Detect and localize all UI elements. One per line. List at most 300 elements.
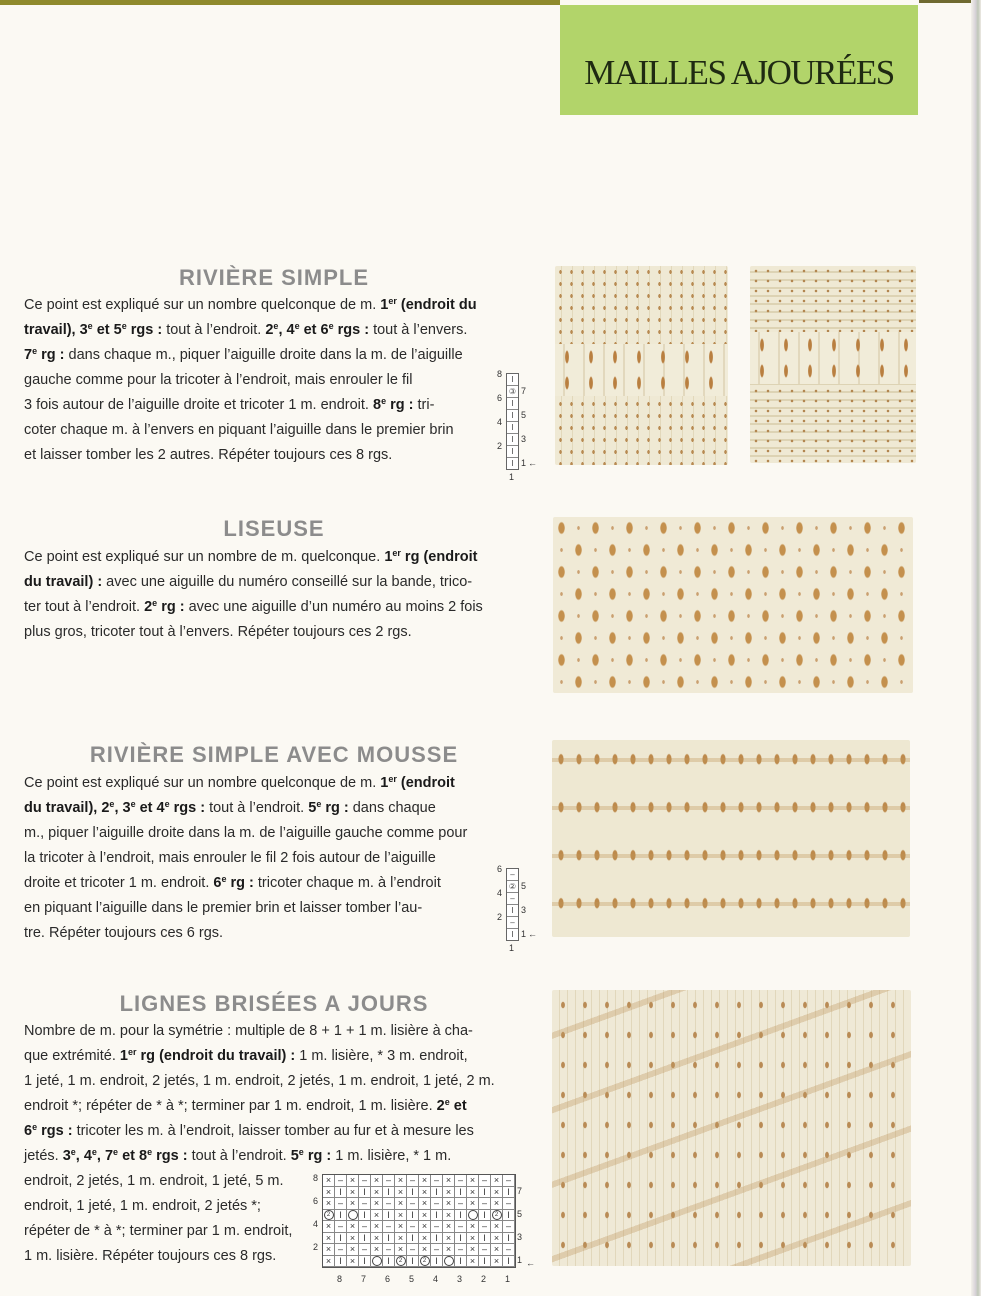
- swatch-photo-liseuse: [553, 517, 913, 693]
- chart-cell: I: [359, 1256, 371, 1268]
- body-text-line: [24, 849, 436, 867]
- chart-cell: I: [507, 374, 518, 386]
- chart-cell: [323, 1210, 335, 1222]
- chart-cell: [347, 1210, 359, 1222]
- text-run: e: [32, 1122, 38, 1132]
- swatch-photo-riviere-simple-front: [555, 266, 728, 465]
- chart-cell: ×: [395, 1210, 407, 1222]
- row-number-label: 7: [521, 386, 527, 396]
- text-run: 1 m. lisière, * 3 m. endroit,: [295, 1048, 468, 1064]
- chart-cell: –: [479, 1198, 491, 1210]
- chart-cell: I: [335, 1233, 347, 1245]
- chart-cell: I: [479, 1256, 491, 1268]
- chart-cell: ×: [491, 1198, 503, 1210]
- double-yarn-over-icon: 2: [396, 1256, 406, 1266]
- swatch-photo-lignes-brisees: [552, 990, 911, 1266]
- text-run: que extrémité.: [24, 1048, 120, 1064]
- body-text-line: [24, 799, 436, 817]
- column-number-label: 1: [505, 1274, 511, 1284]
- chart-cell: ②: [508, 882, 517, 891]
- text-run: 6: [24, 1123, 33, 1139]
- row-number-label: 6: [497, 864, 503, 874]
- text-run: 1 m. lisière. Répéter toujours ces 8 rgs.: [24, 1248, 277, 1264]
- chart-cell: I: [507, 905, 518, 917]
- chart-cell: [395, 1256, 407, 1268]
- text-run: 2: [144, 599, 153, 615]
- chart-cell: ×: [395, 1244, 407, 1256]
- text-run: avec une aiguille du numéro conseillé sur la bande, trico-: [102, 574, 473, 590]
- text-run: (endroit du: [396, 297, 477, 313]
- chart-cell: ×: [467, 1244, 479, 1256]
- text-run: rg :: [37, 347, 65, 363]
- body-text-line: [24, 874, 441, 892]
- body-text-line: [24, 1097, 467, 1115]
- chart-cell: ×: [347, 1221, 359, 1233]
- chart-cell: –: [503, 1221, 515, 1233]
- chart-cell: ×: [419, 1221, 431, 1233]
- column-number-label: 1: [509, 472, 515, 482]
- chart-cell: I: [407, 1256, 419, 1268]
- chart-cell: [419, 1256, 431, 1268]
- chart-cell: I: [507, 434, 518, 446]
- text-run: coter chaque m. à l’envers en piquant l’aiguille dans le premier brin: [24, 422, 454, 438]
- chart-cell: –: [503, 1175, 515, 1187]
- text-run: endroit *; répéter de * à *; terminer par 1 m. endroit, 1 m. lisière.: [24, 1098, 437, 1114]
- chart-cell: ×: [371, 1233, 383, 1245]
- body-text-line: [24, 1147, 451, 1165]
- text-run: er: [388, 774, 397, 784]
- chart-cell: ×: [371, 1175, 383, 1187]
- chart-cell: –: [335, 1244, 347, 1256]
- text-run: rgs :: [333, 322, 370, 338]
- body-text-line: [24, 296, 477, 314]
- chart-cell: ×: [347, 1256, 359, 1268]
- text-run: répéter de * à *; terminer par 1 m. endroit,: [24, 1223, 293, 1239]
- chart-cell: –: [455, 1221, 467, 1233]
- chart-cell: I: [359, 1210, 371, 1222]
- chart-cell: ×: [395, 1187, 407, 1199]
- chart-cell: I: [507, 422, 518, 434]
- body-text-line: [24, 623, 412, 641]
- text-run: et 4: [135, 800, 165, 816]
- chart-cell: –: [507, 893, 518, 905]
- text-run: et 8: [118, 1148, 148, 1164]
- chart-cell: I: [431, 1187, 443, 1199]
- chart-cell: I: [479, 1210, 491, 1222]
- chart-cell: ×: [491, 1233, 503, 1245]
- text-run: e: [152, 598, 158, 608]
- chart-cell: ×: [467, 1221, 479, 1233]
- row-number-label: 2: [313, 1242, 319, 1252]
- text-run: e: [70, 1147, 76, 1157]
- row-number-label: 8: [497, 369, 503, 379]
- text-run: dans chaque: [348, 800, 436, 816]
- body-text-line: [24, 396, 434, 414]
- chart-cell: ×: [371, 1244, 383, 1256]
- column-number-label: 8: [337, 1274, 343, 1284]
- text-run: rgs :: [169, 800, 206, 816]
- chart-cell: –: [507, 917, 518, 929]
- body-text-line: [24, 346, 463, 364]
- chart-cell: ×: [371, 1221, 383, 1233]
- text-run: , 7: [96, 1148, 114, 1164]
- chart-cell: ×: [323, 1221, 335, 1233]
- chart-cell: I: [383, 1187, 395, 1199]
- row-number-label: 2: [497, 441, 503, 451]
- chart-cell: I: [511, 459, 514, 468]
- start-arrow-icon: ←: [526, 1258, 535, 1268]
- chart-cell: I: [335, 1256, 347, 1268]
- text-run: rg :: [386, 397, 414, 413]
- text-run: rgs :: [37, 1123, 73, 1139]
- text-run: e: [298, 1147, 304, 1157]
- chart-cell: –: [455, 1198, 467, 1210]
- drop-stitch-band: [555, 344, 728, 396]
- chart-cell: I: [507, 398, 518, 410]
- chart-cell: ×: [419, 1175, 431, 1187]
- text-run: e: [91, 1147, 97, 1157]
- chapter-title: MAILLES AJOURÉES: [584, 53, 894, 92]
- body-text-line: [24, 924, 223, 942]
- text-run: rg :: [226, 875, 254, 891]
- chart-cell: ×: [419, 1187, 431, 1199]
- double-yarn-over-icon: 2: [324, 1210, 334, 1220]
- chart-cell: I: [383, 1210, 395, 1222]
- double-yarn-over-icon: 2: [420, 1256, 430, 1266]
- body-text-line: [24, 1047, 468, 1065]
- chart-cell: ×: [419, 1210, 431, 1222]
- chart-cell: I: [479, 1187, 491, 1199]
- chart-cell: –: [479, 1244, 491, 1256]
- text-run: avec une aiguille d’un numéro au moins 2 fois: [184, 599, 483, 615]
- column-number-label: 2: [481, 1274, 487, 1284]
- row-number-label: 5: [517, 1209, 523, 1219]
- column-number-label: 5: [409, 1274, 415, 1284]
- body-text-line: [24, 371, 412, 389]
- chart-cell: ×: [443, 1198, 455, 1210]
- section-title: LISEUSE: [223, 516, 325, 541]
- text-run: rg :: [303, 1148, 332, 1164]
- column-number-label: 4: [433, 1274, 439, 1284]
- body-text-line: [24, 598, 483, 616]
- text-run: e: [444, 1097, 450, 1107]
- column-number-label: 6: [385, 1274, 391, 1284]
- chart-column: [506, 868, 519, 941]
- text-run: 2: [436, 1098, 445, 1114]
- text-run: e: [121, 321, 127, 331]
- text-run: 1: [119, 1048, 128, 1064]
- text-run: Ce point est expliqué sur un nombre quelconque de m.: [24, 297, 381, 313]
- chart-cell: I: [503, 1233, 515, 1245]
- chart-cell: ×: [443, 1244, 455, 1256]
- text-run: en piquant l’aiguille dans le premier brin et laisser tomber l’au-: [24, 900, 423, 916]
- yarn-over-icon: [348, 1210, 358, 1220]
- text-run: 5: [308, 800, 317, 816]
- text-run: e: [164, 799, 170, 809]
- text-run: e: [221, 874, 227, 884]
- chart-cell: ×: [347, 1198, 359, 1210]
- chart-cell: I: [507, 446, 518, 458]
- text-run: 2: [265, 322, 274, 338]
- text-run: tout à l’endroit.: [162, 322, 266, 338]
- chart-cell: –: [359, 1198, 371, 1210]
- chart-cell: I: [503, 1187, 515, 1199]
- chart-cell: ×: [395, 1198, 407, 1210]
- start-arrow-icon: ←: [528, 929, 537, 939]
- chart-cell: ×: [491, 1256, 503, 1268]
- chart-cell: I: [455, 1210, 467, 1222]
- section-title: RIVIÈRE SIMPLE AVEC MOUSSE: [89, 742, 459, 767]
- text-run: et: [449, 1098, 467, 1114]
- text-run: travail), 3: [24, 322, 88, 338]
- chart-cell: ×: [371, 1198, 383, 1210]
- text-run: e: [113, 1147, 119, 1157]
- text-run: dans chaque m., piquer l’aiguille droite dans la m. de l’aiguille: [64, 347, 463, 363]
- text-run: e: [130, 799, 136, 809]
- chart-cell: I: [431, 1256, 443, 1268]
- chart-cell: ③: [508, 387, 517, 396]
- swatch-photo-riviere-simple-back: [750, 266, 916, 463]
- chart-cell: ×: [395, 1221, 407, 1233]
- stitch-chart-lignes-brisees: [322, 1174, 516, 1268]
- chart-cell: ×: [371, 1210, 383, 1222]
- body-text-line: [24, 548, 477, 566]
- chart-cell: ×: [467, 1233, 479, 1245]
- chart-cell: [491, 1210, 503, 1222]
- row-number-label: 3: [521, 434, 527, 444]
- body-text-line: [24, 421, 454, 439]
- yarn-over-icon: [372, 1256, 382, 1266]
- chart-cell: I: [335, 1187, 347, 1199]
- text-run: tricoter chaque m. à l’endroit: [253, 875, 441, 891]
- text-run: 3: [62, 1148, 71, 1164]
- column-number-label: 3: [457, 1274, 463, 1284]
- chart-cell: –: [359, 1221, 371, 1233]
- text-run: er: [388, 296, 397, 306]
- text-run: e: [109, 799, 115, 809]
- text-run: e: [316, 799, 322, 809]
- chart-cell: –: [455, 1244, 467, 1256]
- text-run: tout à l’endroit.: [187, 1148, 291, 1164]
- text-run: endroit, 2 jetés, 1 m. endroit, 1 jeté, 5 m.: [24, 1173, 284, 1189]
- text-run: er: [392, 548, 401, 558]
- text-run: e: [87, 321, 93, 331]
- text-run: gauche comme pour la tricoter à l’endroit, mais enrouler le fil: [24, 372, 413, 388]
- text-run: 1: [384, 549, 393, 565]
- chart-cell: I: [407, 1233, 419, 1245]
- text-run: tout à l’endroit.: [205, 800, 309, 816]
- text-run: ter tout à l’endroit.: [24, 599, 145, 615]
- chart-cell: –: [407, 1244, 419, 1256]
- row-number-label: 5: [521, 410, 527, 420]
- body-text-line: [24, 573, 472, 591]
- chart-cell: ×: [347, 1175, 359, 1187]
- chart-cell: ×: [323, 1244, 335, 1256]
- page-top-edge: [0, 0, 560, 5]
- text-run: et 6: [299, 322, 329, 338]
- body-text-line: [24, 1172, 284, 1190]
- body-text-line: [24, 1247, 276, 1265]
- text-run: rgs :: [152, 1148, 188, 1164]
- chart-cell: –: [383, 1244, 395, 1256]
- chart-cell: ×: [323, 1198, 335, 1210]
- text-run: tri-: [413, 397, 435, 413]
- swatch-photo-riviere-mousse: [552, 740, 910, 937]
- body-text-line: [24, 446, 392, 464]
- chart-cell: [371, 1256, 383, 1268]
- body-text-line: [24, 774, 455, 792]
- chart-cell: –: [431, 1175, 443, 1187]
- chart-cell: ×: [419, 1233, 431, 1245]
- text-run: 1: [380, 297, 389, 313]
- chart-cell: –: [407, 1198, 419, 1210]
- text-run: tricoter les m. à l’endroit, laisser tomber au fur et à mesure les: [72, 1123, 474, 1139]
- double-yarn-over-icon: 2: [492, 1210, 502, 1220]
- chart-cell: I: [359, 1233, 371, 1245]
- chart-cell: ×: [323, 1175, 335, 1187]
- text-run: rgs :: [126, 322, 163, 338]
- chart-cell: ×: [347, 1244, 359, 1256]
- row-number-label: 4: [497, 888, 503, 898]
- text-run: 7: [24, 347, 33, 363]
- text-run: 8: [372, 397, 382, 413]
- chart-cell: I: [407, 1210, 419, 1222]
- text-run: du travail), 2: [24, 800, 110, 816]
- chart-cell: I: [431, 1210, 443, 1222]
- section-title: LIGNES BRISÉES A JOURS: [119, 991, 429, 1016]
- chart-cell: I: [407, 1187, 419, 1199]
- start-arrow-icon: ←: [528, 458, 537, 468]
- chart-cell: I: [455, 1256, 467, 1268]
- text-run: e: [328, 321, 334, 331]
- chart-cell: I: [455, 1233, 467, 1245]
- body-text-line: [24, 1122, 474, 1140]
- chart-cell: ×: [419, 1244, 431, 1256]
- chart-cell: –: [503, 1244, 515, 1256]
- chart-cell: –: [383, 1175, 395, 1187]
- column-number-label: 1: [509, 943, 515, 953]
- chart-cell: [443, 1256, 455, 1268]
- chart-cell: –: [503, 1198, 515, 1210]
- chart-cell: –: [479, 1221, 491, 1233]
- row-number-label: 6: [313, 1196, 319, 1206]
- text-run: et 5: [92, 322, 122, 338]
- chart-cell: ×: [419, 1198, 431, 1210]
- chart-cell: ×: [347, 1187, 359, 1199]
- chart-cell: –: [431, 1244, 443, 1256]
- row-number-label: 4: [497, 417, 503, 427]
- text-run: et laisser tomber les 2 autres. Répéter toujours ces 8 rgs.: [24, 447, 393, 463]
- row-number-label: 3: [517, 1232, 523, 1242]
- chart-cell: I: [503, 1256, 515, 1268]
- yarn-over-icon: [444, 1256, 454, 1266]
- row-number-label: 3: [521, 905, 527, 915]
- chart-cell: ×: [323, 1187, 335, 1199]
- text-run: er: [128, 1047, 137, 1057]
- body-text-line: [24, 824, 467, 842]
- row-number-label: 7: [517, 1186, 523, 1196]
- chart-cell: ×: [443, 1221, 455, 1233]
- column-number-label: 7: [361, 1274, 367, 1284]
- text-run: 5: [290, 1148, 299, 1164]
- chart-cell: I: [431, 1233, 443, 1245]
- chart-cell: ×: [443, 1187, 455, 1199]
- chart-cell: ×: [443, 1210, 455, 1222]
- text-run: jetés.: [24, 1148, 63, 1164]
- text-run: Ce point est expliqué sur un nombre quelconque de m.: [24, 775, 381, 791]
- text-run: la tricoter à l’endroit, mais enrouler le fil 2 fois autour de l’aiguille: [24, 850, 436, 866]
- chart-cell: I: [359, 1187, 371, 1199]
- section-title: RIVIÈRE SIMPLE: [178, 265, 370, 290]
- text-run: , 4: [278, 322, 295, 338]
- text-run: m., piquer l’aiguille droite dans la m. de l’aiguille gauche comme pour: [24, 825, 468, 841]
- body-text-line: [24, 1222, 292, 1240]
- text-run: Ce point est expliqué sur un nombre de m. quelconque.: [24, 549, 385, 565]
- body-text-line: [24, 1022, 473, 1040]
- body-text-line: [24, 1072, 495, 1090]
- text-run: (endroit: [396, 775, 455, 791]
- text-run: e: [147, 1147, 153, 1157]
- chart-cell: –: [479, 1175, 491, 1187]
- text-run: e: [32, 346, 38, 356]
- chart-cell: ×: [491, 1187, 503, 1199]
- text-run: 6: [213, 875, 222, 891]
- chart-cell: I: [479, 1233, 491, 1245]
- row-number-label: 1: [521, 929, 527, 939]
- chart-cell: I: [335, 1210, 347, 1222]
- chart-cell: ×: [491, 1244, 503, 1256]
- chart-cell: –: [507, 869, 518, 881]
- text-run: e: [294, 321, 300, 331]
- drop-stitch-band: [750, 332, 916, 384]
- text-run: e: [273, 321, 279, 331]
- yarn-over-icon: [468, 1210, 478, 1220]
- chart-cell: –: [431, 1198, 443, 1210]
- chart-cell: –: [455, 1175, 467, 1187]
- chart-cell: I: [383, 1256, 395, 1268]
- text-run: rg :: [321, 800, 349, 816]
- row-number-label: 4: [313, 1219, 319, 1229]
- chart-cell: ×: [467, 1187, 479, 1199]
- row-number-label: 1: [521, 458, 527, 468]
- chart-cell: ×: [467, 1198, 479, 1210]
- text-run: e: [381, 396, 387, 406]
- chart-cell: ×: [347, 1233, 359, 1245]
- chart-cell: –: [359, 1244, 371, 1256]
- chart-cell: ×: [395, 1175, 407, 1187]
- row-number-label: 2: [497, 912, 503, 922]
- text-run: droite et tricoter 1 m. endroit.: [24, 875, 214, 891]
- chart-cell: I: [455, 1187, 467, 1199]
- row-number-label: 5: [521, 881, 527, 891]
- chart-cell: ×: [323, 1233, 335, 1245]
- body-text-line: [24, 899, 422, 917]
- chart-cell: ×: [443, 1233, 455, 1245]
- chart-cell: –: [407, 1175, 419, 1187]
- chart-cell: –: [335, 1221, 347, 1233]
- chart-cell: ×: [323, 1256, 335, 1268]
- text-run: 1 jeté, 1 m. endroit, 2 jetés, 1 m. endroit, 2 jetés, 1 m. endroit, 1 jeté, 2 m.: [24, 1073, 495, 1089]
- text-run: rg :: [157, 599, 185, 615]
- chart-cell: ×: [467, 1256, 479, 1268]
- chart-cell: ×: [467, 1175, 479, 1187]
- text-run: Nombre de m. pour la symétrie : multiple de 8 + 1 + 1 m. lisière à cha-: [24, 1023, 473, 1039]
- chart-cell: I: [511, 930, 514, 939]
- text-run: tre. Répéter toujours ces 6 rgs.: [24, 925, 224, 941]
- text-run: rg (endroit du travail) :: [136, 1048, 296, 1064]
- chart-column: [506, 373, 519, 470]
- chart-cell: –: [335, 1175, 347, 1187]
